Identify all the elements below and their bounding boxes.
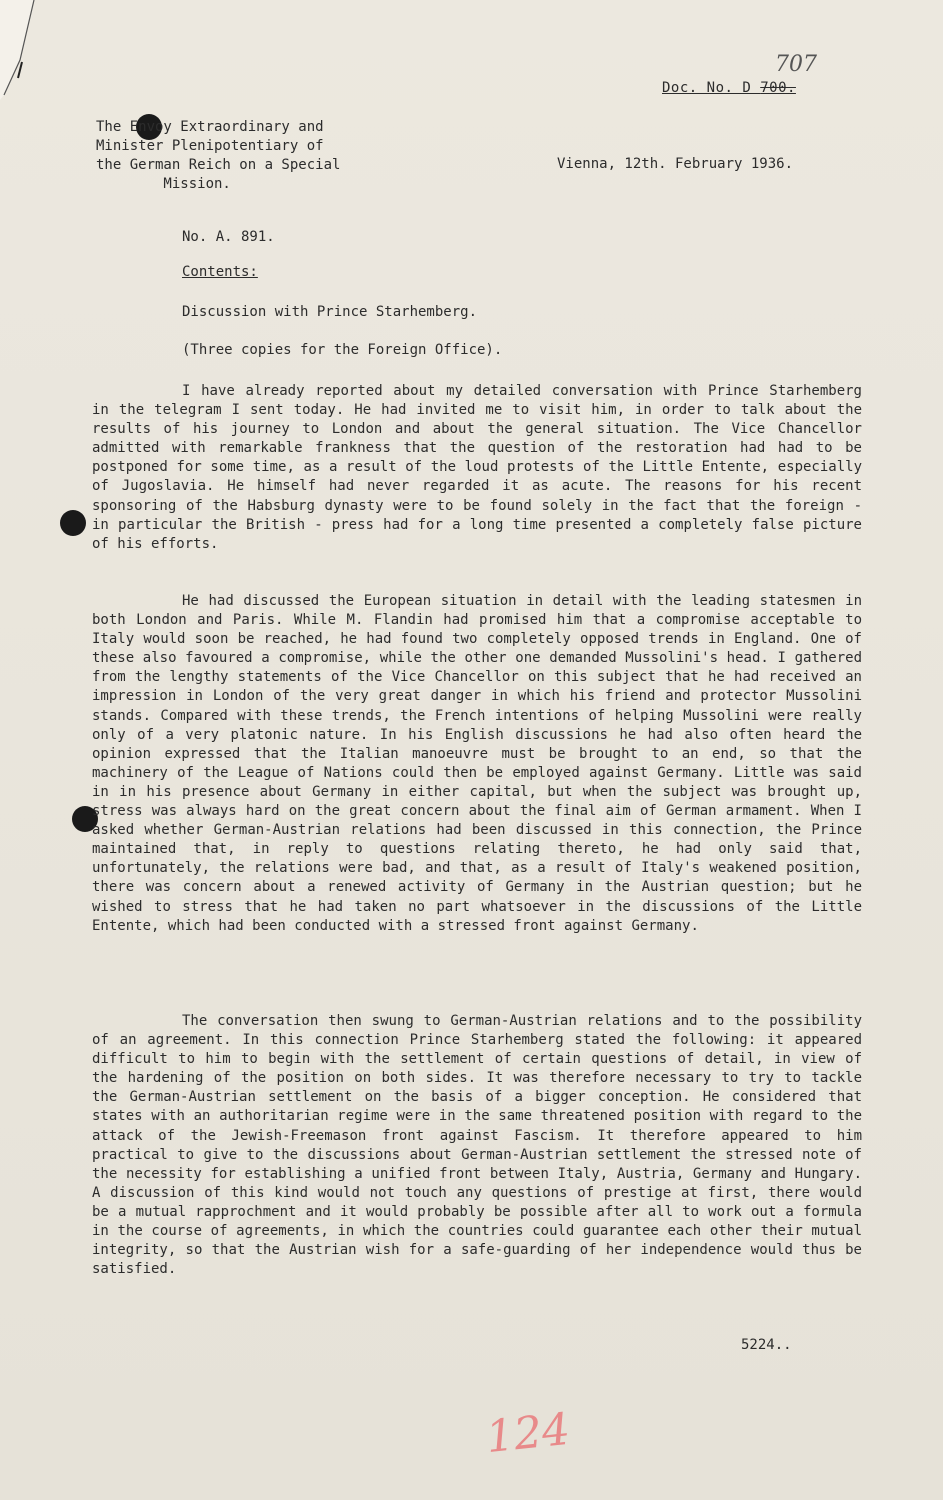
- page-footer-code: 5224..: [741, 1337, 792, 1353]
- doc-number-prefix: Doc. No. D: [662, 80, 761, 96]
- red-pencil-page-number: 124: [483, 1403, 573, 1464]
- corner-fold-mark: [0, 0, 60, 110]
- handwritten-doc-number: 707: [775, 52, 817, 77]
- body-paragraph-1: I have already reported about my detailed conversation with Prince Starhemberg in the telegram I sent today. He had invited me to visit him, in order to talk about the results of his journey to London and about the general situation. The Vice Chancellor admitted with remarkable frankness that the question of the restoration had had to be postponed for some time, as a result of the loud protests of the Little Entente, especially of Jugoslavia. He himself had never regarded it as acute. The reasons for his recent sponsoring of the Habsburg dynasty were to be found solely in the fact that the foreign - in particular the British - press had for a long time presented a completely false picture of his efforts.: [92, 383, 862, 552]
- document-number: [662, 80, 796, 96]
- body-paragraph-2: He had discussed the European situation in detail with the leading statesmen in both London and Paris. While M. Flandin had promised him that a compromise acceptable to Italy would soon be reached, he had found two completely opposed trends in England. One of these also favoured a compromise, while the other one demanded Mussolini's head. I gathered from the lengthy statements of the Vice Chancellor on this subject that he had received an impression in London of the very great danger in which his friend and protector Mussolini stands. Compared with these trends, the French intentions of helping Mussolini were really only of a very platonic nature. In his English discussions he had also often heard the opinion expressed that the Italian manoeuvre must be brought to an end, so that the machinery of the League of Nations could then be employed against Germany. Little was said in in his presence about Germany in either capital, but when the subject was brought up, stress was always hard on the great concern about the final aim of German armament. When I asked whether German-Austrian relations had been discussed in this connection, the Prince maintained that, in reply to questions relating thereto, he had only said that, unfortunately, the relations were bad, and that, as a result of Italy's weakened position, there was concern about a renewed activity of Germany in the Austrian question; but he wished to stress that he had taken no part whatsoever in the discussions of the Little Entente, which had been conducted with a stressed front against Germany.: [92, 593, 862, 934]
- copies-note: (Three copies for the Foreign Office).: [182, 342, 503, 358]
- sender-block: The Envoy Extraordinary and Minister Plenipotentiary of the German Reich on a Special Mission.: [96, 119, 341, 192]
- punch-hole-middle: [60, 510, 86, 536]
- reference-number: No. A. 891.: [182, 229, 275, 245]
- body-paragraph-3: The conversation then swung to German-Austrian relations and to the possibility of an agreement. In this connection Prince Starhemberg stated the following: it appeared difficult to him to begin with the settlement of certain questions of detail, in view of the hardening of the position on both sides. It was therefore necessary to try to tackle the German-Austrian settlement on the basis of a bigger conception. He considered that states with an authoritarian regime were in the same threatened position with regard to the attack of the Jewish-Freemason front against Fascism. It therefore appeared to him practical to give to the discussions about German-Austrian settlement the stressed note of the necessity for establishing a unified front between Italy, Austria, Germany and Hungary. A discussion of this kind would not touch any questions of prestige at first, there would be a mutual rapprochment and it would probably be possible after all to work out a formula in the course of agreements, in which the countries could guarantee each other their mutual integrity, so that the Austrian wish for a safe-guarding of her independence would thus be satisfied.: [92, 1013, 862, 1278]
- subject-line: Discussion with Prince Starhemberg.: [182, 304, 478, 320]
- dateline: Vienna, 12th. February 1936.: [557, 156, 794, 172]
- doc-number-struck: 700.: [760, 80, 796, 96]
- contents-heading: Contents:: [182, 264, 258, 280]
